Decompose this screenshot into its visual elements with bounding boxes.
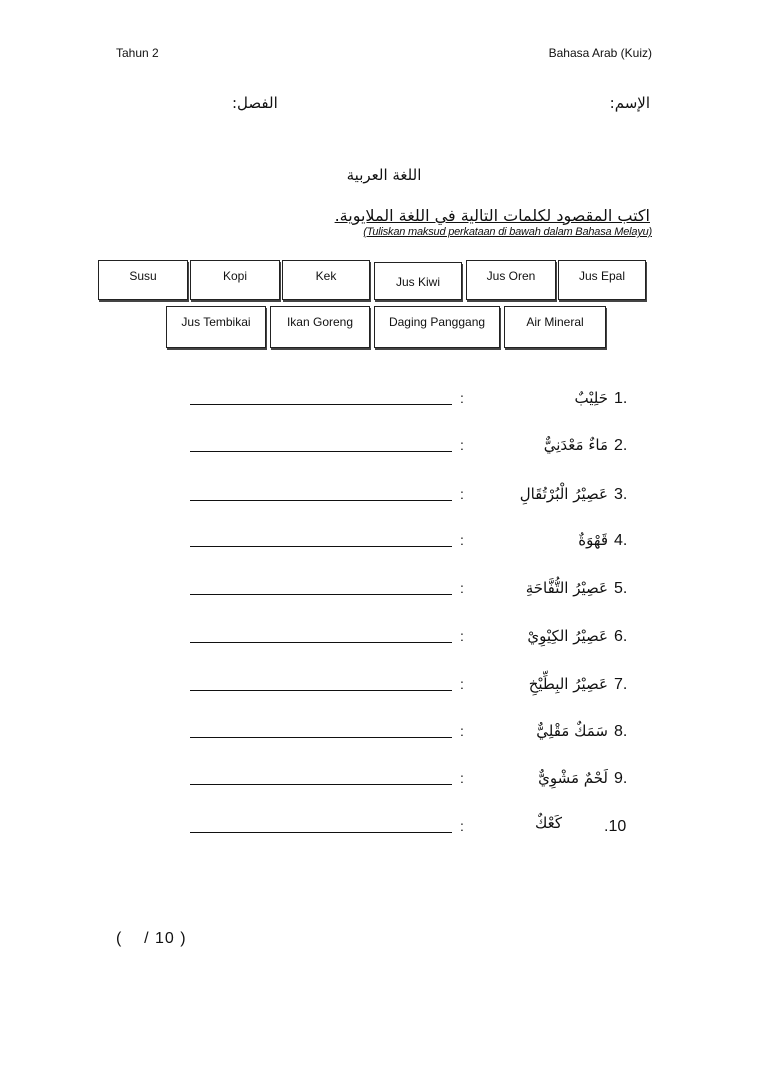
question-colon: : — [460, 532, 464, 548]
question-number: 5. — [614, 580, 628, 597]
question-number: 2. — [614, 437, 628, 454]
question-colon: : — [460, 390, 464, 406]
answer-line[interactable] — [190, 500, 452, 501]
word-bank-item: Jus Tembikai — [166, 306, 266, 348]
question-number: .10 — [604, 818, 627, 835]
word-bank-item: Daging Panggang — [374, 306, 500, 348]
question-number: 7. — [614, 676, 628, 693]
question-word: سَمَكٌ مَقْلِيٌّ — [536, 722, 608, 740]
question-word: عَصِيْرُ البِطِّيْخِ — [528, 675, 608, 693]
answer-line[interactable] — [190, 784, 452, 785]
question-row — [0, 528, 768, 562]
question-colon: : — [460, 723, 464, 739]
word-bank-item: Susu — [98, 260, 188, 300]
question-number: 8. — [614, 723, 628, 740]
question-row — [0, 482, 768, 516]
answer-line[interactable] — [190, 832, 452, 833]
score-box: ( / 10 ) — [116, 930, 187, 947]
question-word: عَصِيْرُ الكِيْوِيْ — [527, 627, 608, 645]
header-left: Tahun 2 — [116, 46, 159, 60]
instruction-malay: (Tuliskan maksud perkataan di bawah dalam Bahasa Melayu) — [363, 226, 652, 238]
answer-line[interactable] — [190, 546, 452, 547]
question-row — [0, 386, 768, 420]
question-colon: : — [460, 628, 464, 644]
question-number: 1. — [614, 390, 628, 407]
word-bank-item: Kopi — [190, 260, 280, 300]
word-bank-item: Jus Epal — [558, 260, 646, 300]
question-row — [0, 814, 768, 848]
answer-line[interactable] — [190, 690, 452, 691]
page-title: اللغة العربية — [346, 166, 422, 184]
question-row — [0, 624, 768, 658]
word-bank-item: Air Mineral — [504, 306, 606, 348]
question-row — [0, 766, 768, 800]
answer-line[interactable] — [190, 642, 452, 643]
question-colon: : — [460, 770, 464, 786]
question-colon: : — [460, 580, 464, 596]
question-colon: : — [460, 818, 464, 834]
question-word: مَاءٌ مَعْدَنِيٌّ — [543, 436, 608, 454]
question-number: 6. — [614, 628, 628, 645]
question-word: عَصِيْرُ الْبُرْتُقَالِ — [519, 485, 608, 503]
word-bank-item: Ikan Goreng — [270, 306, 370, 348]
question-number: 4. — [614, 532, 628, 549]
question-colon: : — [460, 676, 464, 692]
question-row — [0, 672, 768, 706]
question-row — [0, 433, 768, 467]
answer-line[interactable] — [190, 737, 452, 738]
instruction-arabic: اكتب المقصود لكلمات التالية في اللغة الملايوية. — [334, 206, 650, 225]
word-bank-item: Kek — [282, 260, 370, 300]
class-label: الفصل: — [232, 94, 278, 112]
answer-line[interactable] — [190, 594, 452, 595]
question-word: كَعْكٌ — [534, 814, 562, 832]
question-word: عَصِيْرُ التُّفَّاحَةِ — [525, 579, 608, 597]
question-number: 9. — [614, 770, 628, 787]
answer-line[interactable] — [190, 451, 452, 452]
question-word: حَلِيْبٌ — [574, 389, 608, 407]
word-bank-item: Jus Oren — [466, 260, 556, 300]
header-right: Bahasa Arab (Kuiz) — [548, 46, 652, 60]
question-row — [0, 576, 768, 610]
answer-line[interactable] — [190, 404, 452, 405]
word-bank-item: Jus Kiwi — [374, 262, 462, 300]
question-word: لَحْمٌ مَشْوِيٌّ — [538, 769, 608, 787]
question-colon: : — [460, 486, 464, 502]
question-number: 3. — [614, 486, 628, 503]
question-row — [0, 719, 768, 753]
question-word: قَهْوَةٌ — [578, 531, 608, 549]
name-label: الإسم: — [609, 94, 650, 112]
question-colon: : — [460, 437, 464, 453]
